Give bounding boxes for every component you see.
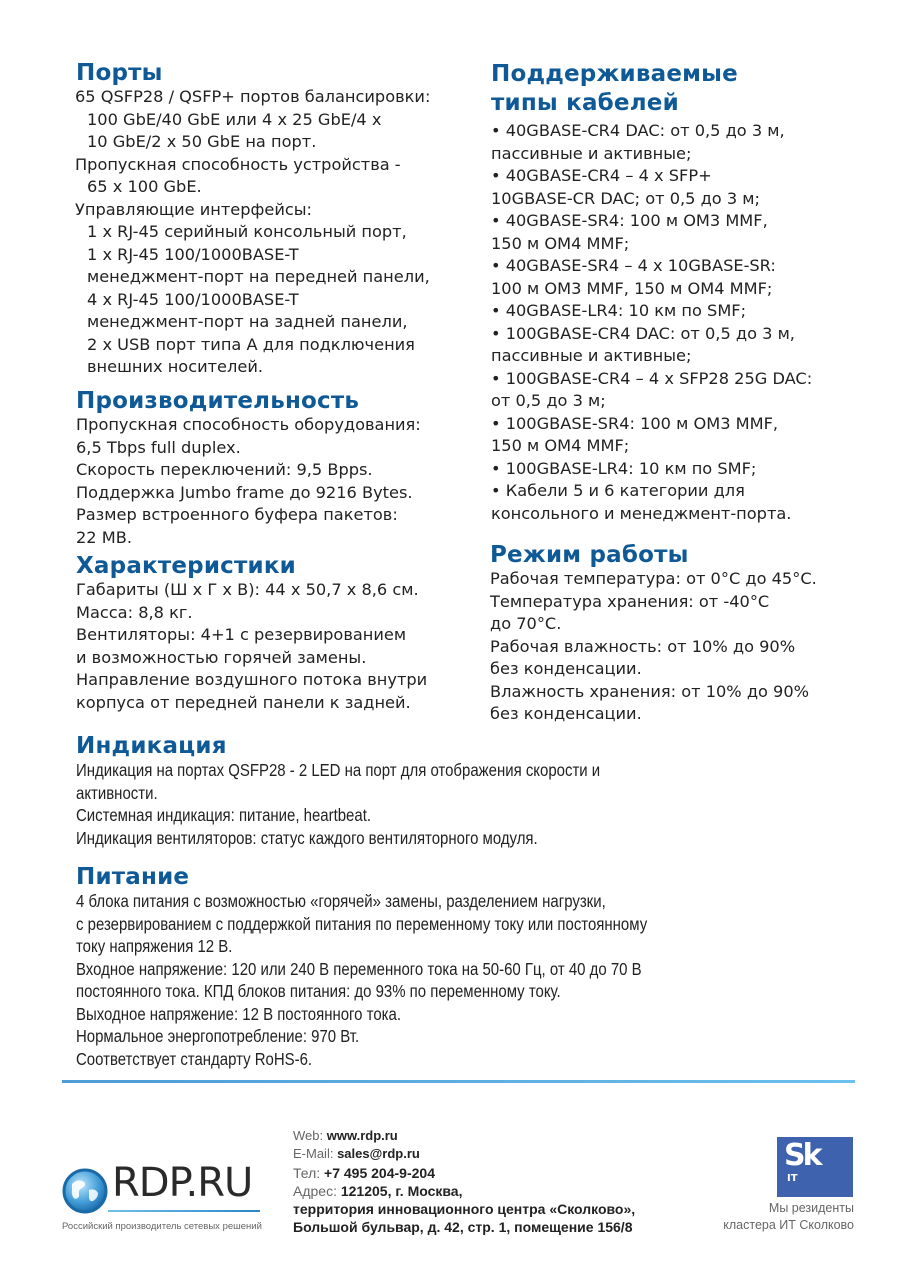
list-item: • 40GBASE-SR4: 100 м OM3 MMF, <box>491 210 812 233</box>
text-line: пассивные и активные; <box>491 346 692 365</box>
address-row <box>293 1182 635 1200</box>
text-line: 65 x 100 GbE. <box>87 177 202 196</box>
section-title: Режим работы <box>490 542 689 568</box>
logo-tagline: Российский производитель сетевых решений <box>62 1221 262 1232</box>
section-specs <box>76 553 427 714</box>
contact-block <box>293 1127 635 1237</box>
sk-logo-text: Sk <box>784 1138 820 1173</box>
address-line: территория инновационного центра «Сколково», <box>293 1201 636 1218</box>
text-line: Габариты (Ш х Г х В): 44 х 50,7 х 8,6 см. <box>76 580 419 599</box>
list-item: • 40GBASE-LR4: 10 км по SMF; <box>491 300 812 323</box>
text-line: току напряжения 12 В. <box>76 936 233 956</box>
list-item: • 100GBASE-SR4: 100 м OM3 MMF, <box>491 413 812 436</box>
text-line: 10GBASE-CR DAC; от 0,5 до 3 м; <box>491 188 760 208</box>
sk-logo-sub: IT <box>787 1173 798 1184</box>
section-title: Порты <box>76 60 163 86</box>
text-line: Влажность хранения: от 10% до 90% <box>490 681 810 701</box>
logo-underline <box>108 1210 260 1212</box>
text-line: с резервированием с поддержкой питания по переменному току или постоянному <box>76 913 648 934</box>
caption-line: кластера ИТ Сколково <box>723 1217 854 1232</box>
text-line: Скорость переключений: 9,5 Bpps. <box>76 460 373 479</box>
text-line: менеджмент-порт на задней панели, <box>87 312 408 331</box>
text-line: Соответствует стандарту RoHS-6. <box>76 1048 313 1069</box>
text-line: 22 MB. <box>76 527 132 547</box>
text-line: активности. <box>76 782 158 803</box>
text-line: менеджмент-порт на передней панели, <box>87 267 430 286</box>
text-line: Пропускная способность устройства - <box>75 154 401 174</box>
email-row <box>293 1145 635 1163</box>
list-item: • 100GBASE-CR4 DAC: от 0,5 до 3 м, <box>491 323 812 346</box>
text-line: Нормальное энергопотребление: 970 Вт. <box>76 1026 360 1046</box>
text-line: пассивные и активные; <box>491 143 692 163</box>
text-line: Управляющие интерфейсы: <box>75 199 312 219</box>
phone-value: +7 495 204-9-204 <box>324 1164 435 1181</box>
section-title: типы кабелей <box>491 90 679 116</box>
list-item: • 40GBASE-SR4 – 4 x 10GBASE-SR: <box>491 255 812 278</box>
section-operating <box>490 542 817 726</box>
text-line: Индикация вентиляторов: статус каждого вентиляторного модуля. <box>76 827 538 848</box>
text-line: Рабочая влажность: от 10% до 90% <box>490 636 796 656</box>
text-line: 6,5 Tbps full duplex. <box>76 437 241 457</box>
text-line: 4 x RJ-45 100/1000BASE-T <box>87 289 299 309</box>
text-line: 1 x RJ-45 100/1000BASE-T <box>87 244 299 264</box>
text-line: Системная индикация: питание, heartbeat. <box>76 805 372 825</box>
address-line: 121205, г. Москва, <box>340 1182 463 1199</box>
text-line: 1 x RJ-45 серийный консольный порт, <box>87 222 407 241</box>
text-line: и возможностью горячей замены. <box>76 647 367 667</box>
web-link[interactable]: www.rdp.ru <box>326 1128 398 1143</box>
section-title: Поддерживаемые <box>491 61 738 87</box>
text-line: Вентиляторы: 4+1 с резервированием <box>76 625 407 644</box>
address-line: Большой бульвар, д. 42, стр. 1, помещение 156/8 <box>293 1219 633 1236</box>
text-line: Выходное напряжение: 12 В постоянного тока. <box>76 1003 401 1024</box>
text-line: 10 GbE/2 x 50 GbE на порт. <box>87 132 317 151</box>
text-line: до 70°C. <box>490 614 562 633</box>
section-title: Питание <box>76 864 190 890</box>
text-line: 100 м OM3 MMF, 150 м OM4 MMF; <box>491 278 773 298</box>
list-item: • 40GBASE-CR4 DAC: от 0,5 до 3 м, <box>491 120 812 143</box>
web-label: Web: <box>293 1128 324 1143</box>
text-line: Рабочая температура: от 0°C до 45°C. <box>490 569 817 588</box>
text-line: Пропускная способность оборудования: <box>76 415 421 434</box>
skolkovo-caption <box>700 1200 854 1233</box>
globe-icon <box>62 1168 108 1214</box>
list-item: • 40GBASE-CR4 – 4 x SFP+ <box>491 165 812 188</box>
text-line: Температура хранения: от -40°C <box>490 591 770 611</box>
logo-text: RDP.RU <box>112 1160 253 1206</box>
text-line: внешних носителей. <box>87 357 263 376</box>
text-line: от 0,5 до 3 м; <box>491 391 606 410</box>
skolkovo-logo <box>777 1137 853 1197</box>
text-line: постоянного тока. КПД блоков питания: до 93% по переменному току. <box>76 981 561 1001</box>
text-line: без конденсации. <box>490 704 642 723</box>
section-power <box>76 864 740 1070</box>
text-line: 150 м OM4 MMF; <box>491 233 630 253</box>
list-item: • Кабели 5 и 6 категории для <box>491 480 812 503</box>
list-item: • 100GBASE-CR4 – 4 x SFP28 25G DAC: <box>491 368 812 391</box>
section-ports <box>76 60 430 379</box>
caption-line: Мы резиденты <box>768 1201 854 1215</box>
text-line: 65 QSFP28 / QSFP+ портов балансировки: <box>75 87 431 106</box>
phone-row <box>293 1164 635 1182</box>
text-line: 4 блока питания с возможностью «горячей» замены, разделением нагрузки, <box>76 891 606 911</box>
email-label: E-Mail: <box>293 1146 334 1162</box>
text-line: Масса: 8,8 кг. <box>76 602 193 622</box>
section-indication <box>76 733 686 849</box>
text-line: 150 м OM4 MMF; <box>491 436 630 455</box>
text-line: Размер встроенного буфера пакетов: <box>76 505 398 524</box>
email-link[interactable]: sales@rdp.ru <box>337 1146 420 1162</box>
text-line: 100 GbE/40 GbE или 4 x 25 GbE/4 x <box>87 109 382 129</box>
section-title: Производительность <box>76 388 360 414</box>
text-line: корпуса от передней панели к задней. <box>76 692 411 712</box>
address-label: Адрес: <box>293 1182 337 1199</box>
text-line: 2 x USB порт типа A для подключения <box>87 334 415 354</box>
section-title: Характеристики <box>76 553 296 579</box>
list-item: • 100GBASE-LR4: 10 км по SMF; <box>491 458 812 481</box>
section-cables <box>491 60 812 525</box>
text-line: Поддержка Jumbo frame до 9216 Bytes. <box>76 482 413 502</box>
footer-divider <box>62 1080 855 1083</box>
text-line: без конденсации. <box>490 659 642 678</box>
text-line: консольного и менеджмент-порта. <box>491 503 792 523</box>
phone-label: Тел: <box>293 1164 321 1181</box>
section-performance <box>76 388 421 549</box>
text-line: Индикация на портах QSFP28 - 2 LED на порт для отображения скорости и <box>76 760 601 780</box>
web-row <box>293 1127 635 1145</box>
section-title: Индикация <box>76 733 227 759</box>
text-line: Направление воздушного потока внутри <box>76 670 428 689</box>
text-line: Входное напряжение: 120 или 240 В переменного тока на 50-60 Гц, от 40 до 70 В <box>76 958 642 979</box>
